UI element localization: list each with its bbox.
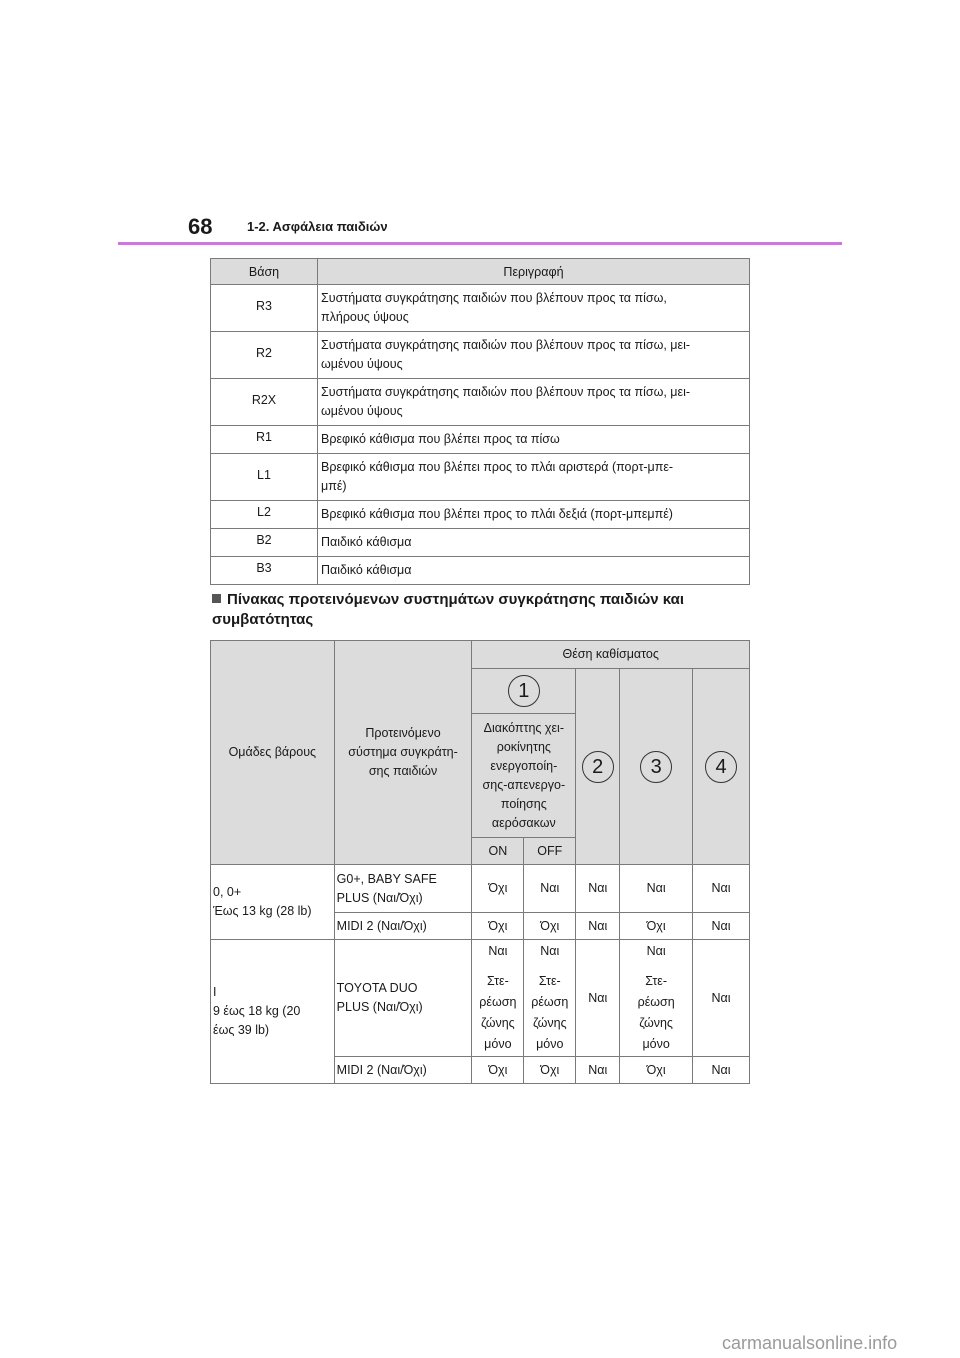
group-line: έως 39 lb) <box>213 1023 270 1037</box>
value-cell: Όχι <box>472 1057 524 1084</box>
table-row <box>211 557 750 585</box>
header-line: ενεργοποίη- <box>490 758 558 773</box>
header-line: ροκίνητης <box>496 739 551 754</box>
desc-line: Συστήματα συγκράτησης παιδιών που βλέπουν προς τα πίσω, <box>321 291 667 305</box>
header-line: Προτεινόμενο <box>365 726 441 740</box>
group-line: 9 έως 18 kg (20 <box>213 1004 301 1018</box>
value-cell: Ναι <box>576 913 620 940</box>
value-cell: Ναι <box>620 865 693 913</box>
mount-code: L2 <box>211 501 318 529</box>
value-note: μόνο <box>536 1037 564 1051</box>
value-note: ρέωση <box>531 995 569 1009</box>
seat-4-cell <box>693 669 750 865</box>
seat-position-header: Θέση καθίσματος <box>472 641 750 669</box>
table-row <box>211 940 750 1057</box>
header-line: αερόσακων <box>491 815 556 830</box>
mount-code: L1 <box>211 454 318 501</box>
weight-group-0 <box>211 865 335 940</box>
mount-description <box>318 557 750 585</box>
header-line: σης παιδιών <box>368 764 438 778</box>
mount-description <box>318 529 750 557</box>
mount-code: R2X <box>211 379 318 426</box>
seat-3-cell <box>620 669 693 865</box>
mount-code: R1 <box>211 426 318 454</box>
desc-line: Βρεφικό κάθισμα που βλέπει προς τα πίσω <box>321 432 560 446</box>
recommended-system-header <box>334 641 472 865</box>
value-main: Ναι <box>646 944 666 958</box>
mount-code: B3 <box>211 557 318 585</box>
value-main: Ναι <box>488 944 508 958</box>
value-cell: Ναι <box>576 1057 620 1084</box>
table-row <box>211 332 750 379</box>
desc-line: Συστήματα συγκράτησης παιδιών που βλέπουν προς τα πίσω, μει- <box>321 338 691 352</box>
value-note: ζώνης <box>481 1016 515 1030</box>
weight-group-1 <box>211 940 335 1084</box>
seat-1-number: 1 <box>508 675 540 707</box>
value-main: Ναι <box>540 944 560 958</box>
value-cell: Όχι <box>472 865 524 913</box>
value-cell: Όχι <box>524 1057 576 1084</box>
system-name: MIDI 2 (Ναι/Όχι) <box>334 1057 472 1084</box>
compatibility-heading <box>212 590 752 630</box>
square-bullet-icon <box>212 594 221 603</box>
table-row <box>211 454 750 501</box>
section-title: 1-2. Ασφάλεια παιδιών <box>247 219 388 234</box>
on-header: ON <box>472 838 524 865</box>
value-cell <box>472 940 524 1057</box>
seat-1-cell <box>472 669 576 714</box>
table-row <box>211 379 750 426</box>
value-note: μόνο <box>484 1037 512 1051</box>
desc-line: Βρεφικό κάθισμα που βλέπει προς το πλάι αριστερά (πορτ-μπε- <box>321 460 674 474</box>
value-cell: Ναι <box>693 1057 750 1084</box>
heading-line: συμβατότητας <box>212 611 314 628</box>
value-cell: Ναι <box>576 865 620 913</box>
system-name <box>334 940 472 1057</box>
seat-3-number: 3 <box>640 751 672 783</box>
table-row <box>211 529 750 557</box>
header-line: σύστημα συγκράτη- <box>348 745 458 759</box>
desc-line: Συστήματα συγκράτησης παιδιών που βλέπουν προς τα πίσω, μει- <box>321 385 691 399</box>
table-row <box>211 501 750 529</box>
value-cell: Ναι <box>693 940 750 1057</box>
desc-line: ωμένου ύψους <box>321 404 403 418</box>
mount-code: R3 <box>211 285 318 332</box>
value-note: ρέωση <box>637 995 675 1009</box>
mount-code: R2 <box>211 332 318 379</box>
table-row <box>211 865 750 913</box>
weight-groups-header: Ομάδες βάρους <box>211 641 335 865</box>
header-line: Διακόπτης χει- <box>483 720 564 735</box>
value-note: Στε- <box>486 974 509 988</box>
value-note: Στε- <box>538 974 561 988</box>
value-cell: Ναι <box>576 940 620 1057</box>
value-cell: Ναι <box>693 913 750 940</box>
header-line: σης-απενεργο- <box>482 777 566 792</box>
column-header: Περιγραφή <box>318 259 750 285</box>
system-name: MIDI 2 (Ναι/Όχι) <box>334 913 472 940</box>
seat-4-number: 4 <box>705 751 737 783</box>
watermark: carmanualsonline.info <box>722 1333 898 1353</box>
system-name <box>334 865 472 913</box>
seat-2-number: 2 <box>582 751 614 783</box>
system-line: PLUS (Ναι/Όχι) <box>336 890 423 905</box>
header-line: ποίησης <box>500 796 547 811</box>
value-note: ζώνης <box>532 1016 567 1030</box>
page-number: 68 <box>188 214 213 239</box>
value-cell: Όχι <box>472 913 524 940</box>
table-header-row <box>211 259 750 285</box>
mount-description <box>318 285 750 332</box>
airbag-switch-header <box>472 714 576 838</box>
value-cell: Όχι <box>620 1057 693 1084</box>
mount-description <box>318 501 750 529</box>
desc-line: Παιδικό κάθισμα <box>321 535 412 549</box>
group-line: I <box>213 985 217 999</box>
value-note: μόνο <box>642 1037 670 1051</box>
value-cell: Ναι <box>693 865 750 913</box>
group-line: 0, 0+ <box>213 885 242 899</box>
value-cell: Όχι <box>620 913 693 940</box>
value-note: ζώνης <box>639 1016 673 1030</box>
value-cell <box>524 940 576 1057</box>
mount-description <box>318 332 750 379</box>
table-row <box>211 426 750 454</box>
mount-description <box>318 454 750 501</box>
compatibility-table <box>210 640 750 1084</box>
desc-line: πλήρους ύψους <box>321 310 409 324</box>
desc-line: Παιδικό κάθισμα <box>321 563 412 577</box>
value-cell: Ναι <box>524 865 576 913</box>
column-header: Βάση <box>211 259 318 285</box>
heading-line: Πίνακας προτεινόμενων συστημάτων συγκράτησης παιδιών και <box>227 591 685 608</box>
mount-code: B2 <box>211 529 318 557</box>
off-header: OFF <box>524 838 576 865</box>
mount-description <box>318 426 750 454</box>
table-row <box>211 285 750 332</box>
system-line: G0+, BABY SAFE <box>336 871 437 886</box>
mounts-table <box>210 258 750 585</box>
desc-line: ωμένου ύψους <box>321 357 403 371</box>
value-note: ρέωση <box>479 995 517 1009</box>
mount-description <box>318 379 750 426</box>
desc-line: μπέ) <box>321 479 347 493</box>
header-divider <box>118 242 842 245</box>
seat-2-cell <box>576 669 620 865</box>
value-cell <box>620 940 693 1057</box>
value-cell: Όχι <box>524 913 576 940</box>
group-line: Έως 13 kg (28 lb) <box>213 904 312 918</box>
system-line: TOYOTA DUO <box>336 981 418 995</box>
value-note: Στε- <box>645 974 668 988</box>
desc-line: Βρεφικό κάθισμα που βλέπει προς το πλάι δεξιά (πορτ-μπεμπέ) <box>321 507 673 521</box>
system-line: PLUS (Ναι/Όχι) <box>336 1000 423 1014</box>
